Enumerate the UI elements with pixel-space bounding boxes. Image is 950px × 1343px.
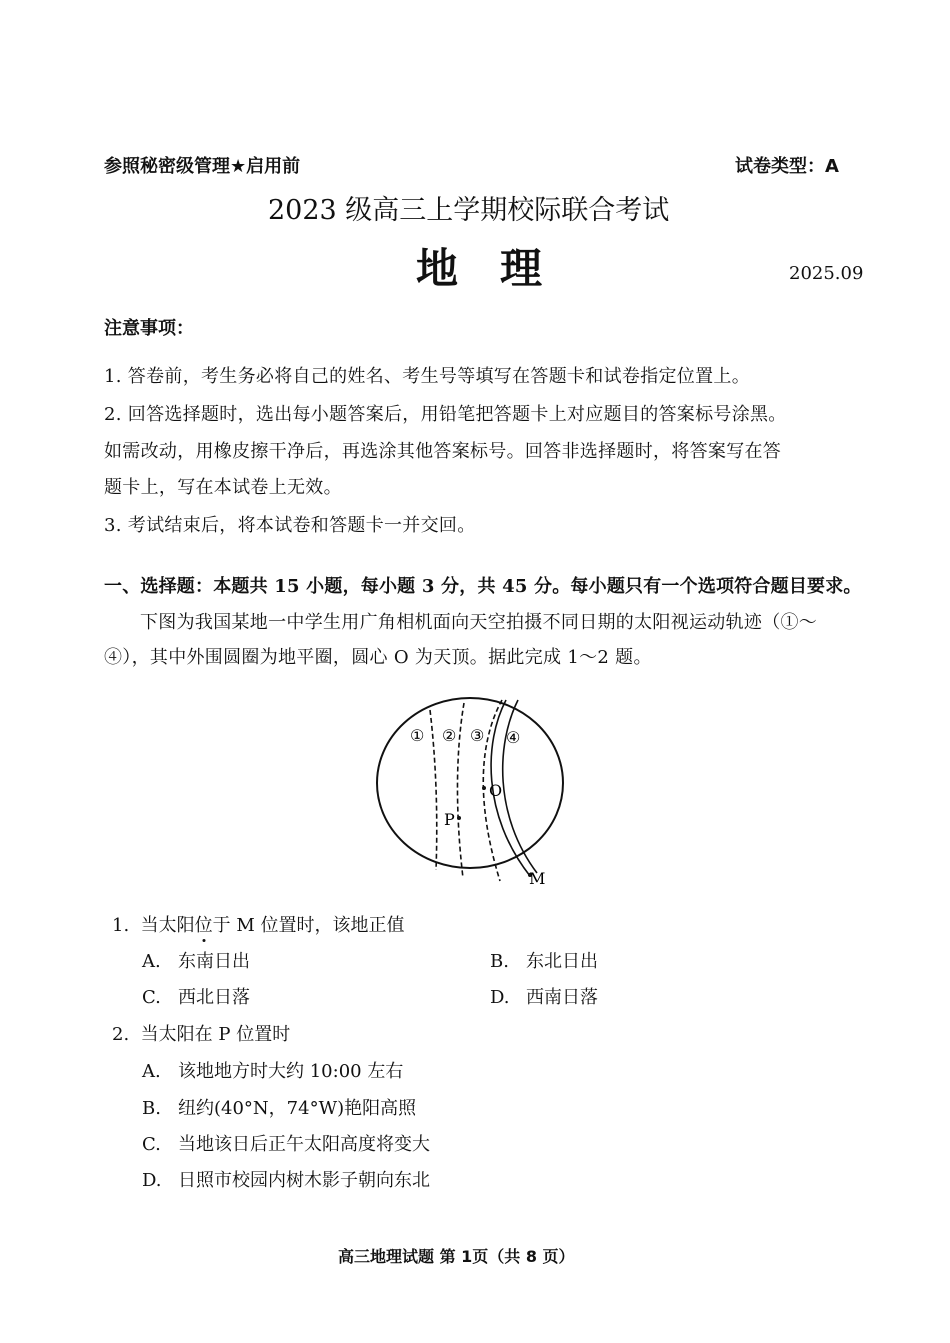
zenith-point <box>482 786 486 790</box>
track-1-label: ① <box>410 726 425 745</box>
exam-title: 2023 级高三上学期校际联合考试 <box>268 195 670 226</box>
confidentiality-label: 参照秘密级管理★启用前 <box>104 156 301 177</box>
emphasis-dot-char: 位 <box>194 915 213 936</box>
question-1-stem-b: 于 M 位置时，该地正值 <box>212 915 405 936</box>
option-letter: A. <box>142 1061 161 1082</box>
question-2-stem <box>112 1020 290 1046</box>
option-letter: B. <box>142 1098 161 1119</box>
q2-option-c <box>142 1130 430 1156</box>
option-letter: D. <box>490 987 510 1008</box>
notice-item-2-line-3: 题卡上，写在本试卷上无效。 <box>104 477 342 498</box>
question-1-stem <box>112 911 405 937</box>
point-p-label: P <box>444 810 455 829</box>
q1-option-d <box>490 983 598 1009</box>
q2-option-a <box>142 1057 403 1083</box>
page-footer: 高三地理试题 第 1页（共 8 页） <box>338 1247 575 1266</box>
question-1-number: 1. <box>112 915 130 936</box>
q1-option-a <box>142 947 250 973</box>
intro-line-1: 下图为我国某地一中学生用广角相机面向天空拍摄不同日期的太阳视运动轨迹（①～ <box>140 612 818 633</box>
sun-path-diagram <box>360 680 580 890</box>
section-heading: 一、选择题：本题共 15 小题，每小题 3 分，共 45 分。每小题只有一个选项符合题目要求。 <box>104 576 862 597</box>
option-text: 当地该日后正午太阳高度将变大 <box>178 1134 430 1155</box>
track-3-label: ③ <box>470 726 485 745</box>
paper-type-label: 试卷类型：A <box>735 156 839 177</box>
option-text: 该地地方时大约 10:00 左右 <box>178 1061 404 1082</box>
track-4-label: ④ <box>506 728 521 747</box>
question-1-stem-a: 当太阳 <box>140 915 195 936</box>
option-letter: B. <box>490 951 509 972</box>
sun-track-2 <box>457 703 464 878</box>
q2-option-b <box>142 1094 416 1120</box>
point-m-label: M <box>529 869 546 888</box>
notice-item-3: 3. 考试结束后，将本试卷和答题卡一并交回。 <box>104 515 476 536</box>
option-text: 西南日落 <box>526 987 598 1008</box>
subject-title: 地 理 <box>416 244 543 293</box>
exam-date: 2025.09 <box>789 263 864 284</box>
q2-option-d <box>142 1166 430 1192</box>
q1-option-c <box>142 983 250 1009</box>
notice-item-2-line-1: 2. 回答选择题时，选出每小题答案后，用铅笔把答题卡上对应题目的答案标号涂黑。 <box>104 404 787 425</box>
option-letter: A. <box>142 951 161 972</box>
option-text: 东南日出 <box>178 951 250 972</box>
option-letter: D. <box>142 1170 162 1191</box>
option-letter: C. <box>142 1134 161 1155</box>
notice-heading: 注意事项： <box>104 318 194 339</box>
sun-track-1 <box>430 710 437 870</box>
option-letter: C. <box>142 987 161 1008</box>
question-2-number: 2. <box>112 1024 130 1045</box>
option-text: 日照市校园内树木影子朝向东北 <box>178 1170 430 1191</box>
zenith-label: O <box>489 781 503 800</box>
intro-line-2: ④），其中外围圆圈为地平圈，圆心 O 为天顶。据此完成 1～2 题。 <box>104 647 652 668</box>
notice-item-2-line-2: 如需改动，用橡皮擦干净后，再选涂其他答案标号。回答非选择题时，将答案写在答 <box>104 441 782 462</box>
option-text: 西北日落 <box>178 987 250 1008</box>
notice-item-1: 1. 答卷前，考生务必将自己的姓名、考生号等填写在答题卡和试卷指定位置上。 <box>104 366 750 387</box>
question-2-stem-text: 当太阳在 P 位置时 <box>140 1024 291 1045</box>
sun-point-p <box>457 816 461 820</box>
q1-option-b <box>490 947 598 973</box>
option-text: 纽约(40°N，74°W)艳阳高照 <box>178 1098 417 1119</box>
track-2-label: ② <box>442 726 457 745</box>
option-text: 东北日出 <box>526 951 598 972</box>
horizon-circle <box>377 698 563 868</box>
